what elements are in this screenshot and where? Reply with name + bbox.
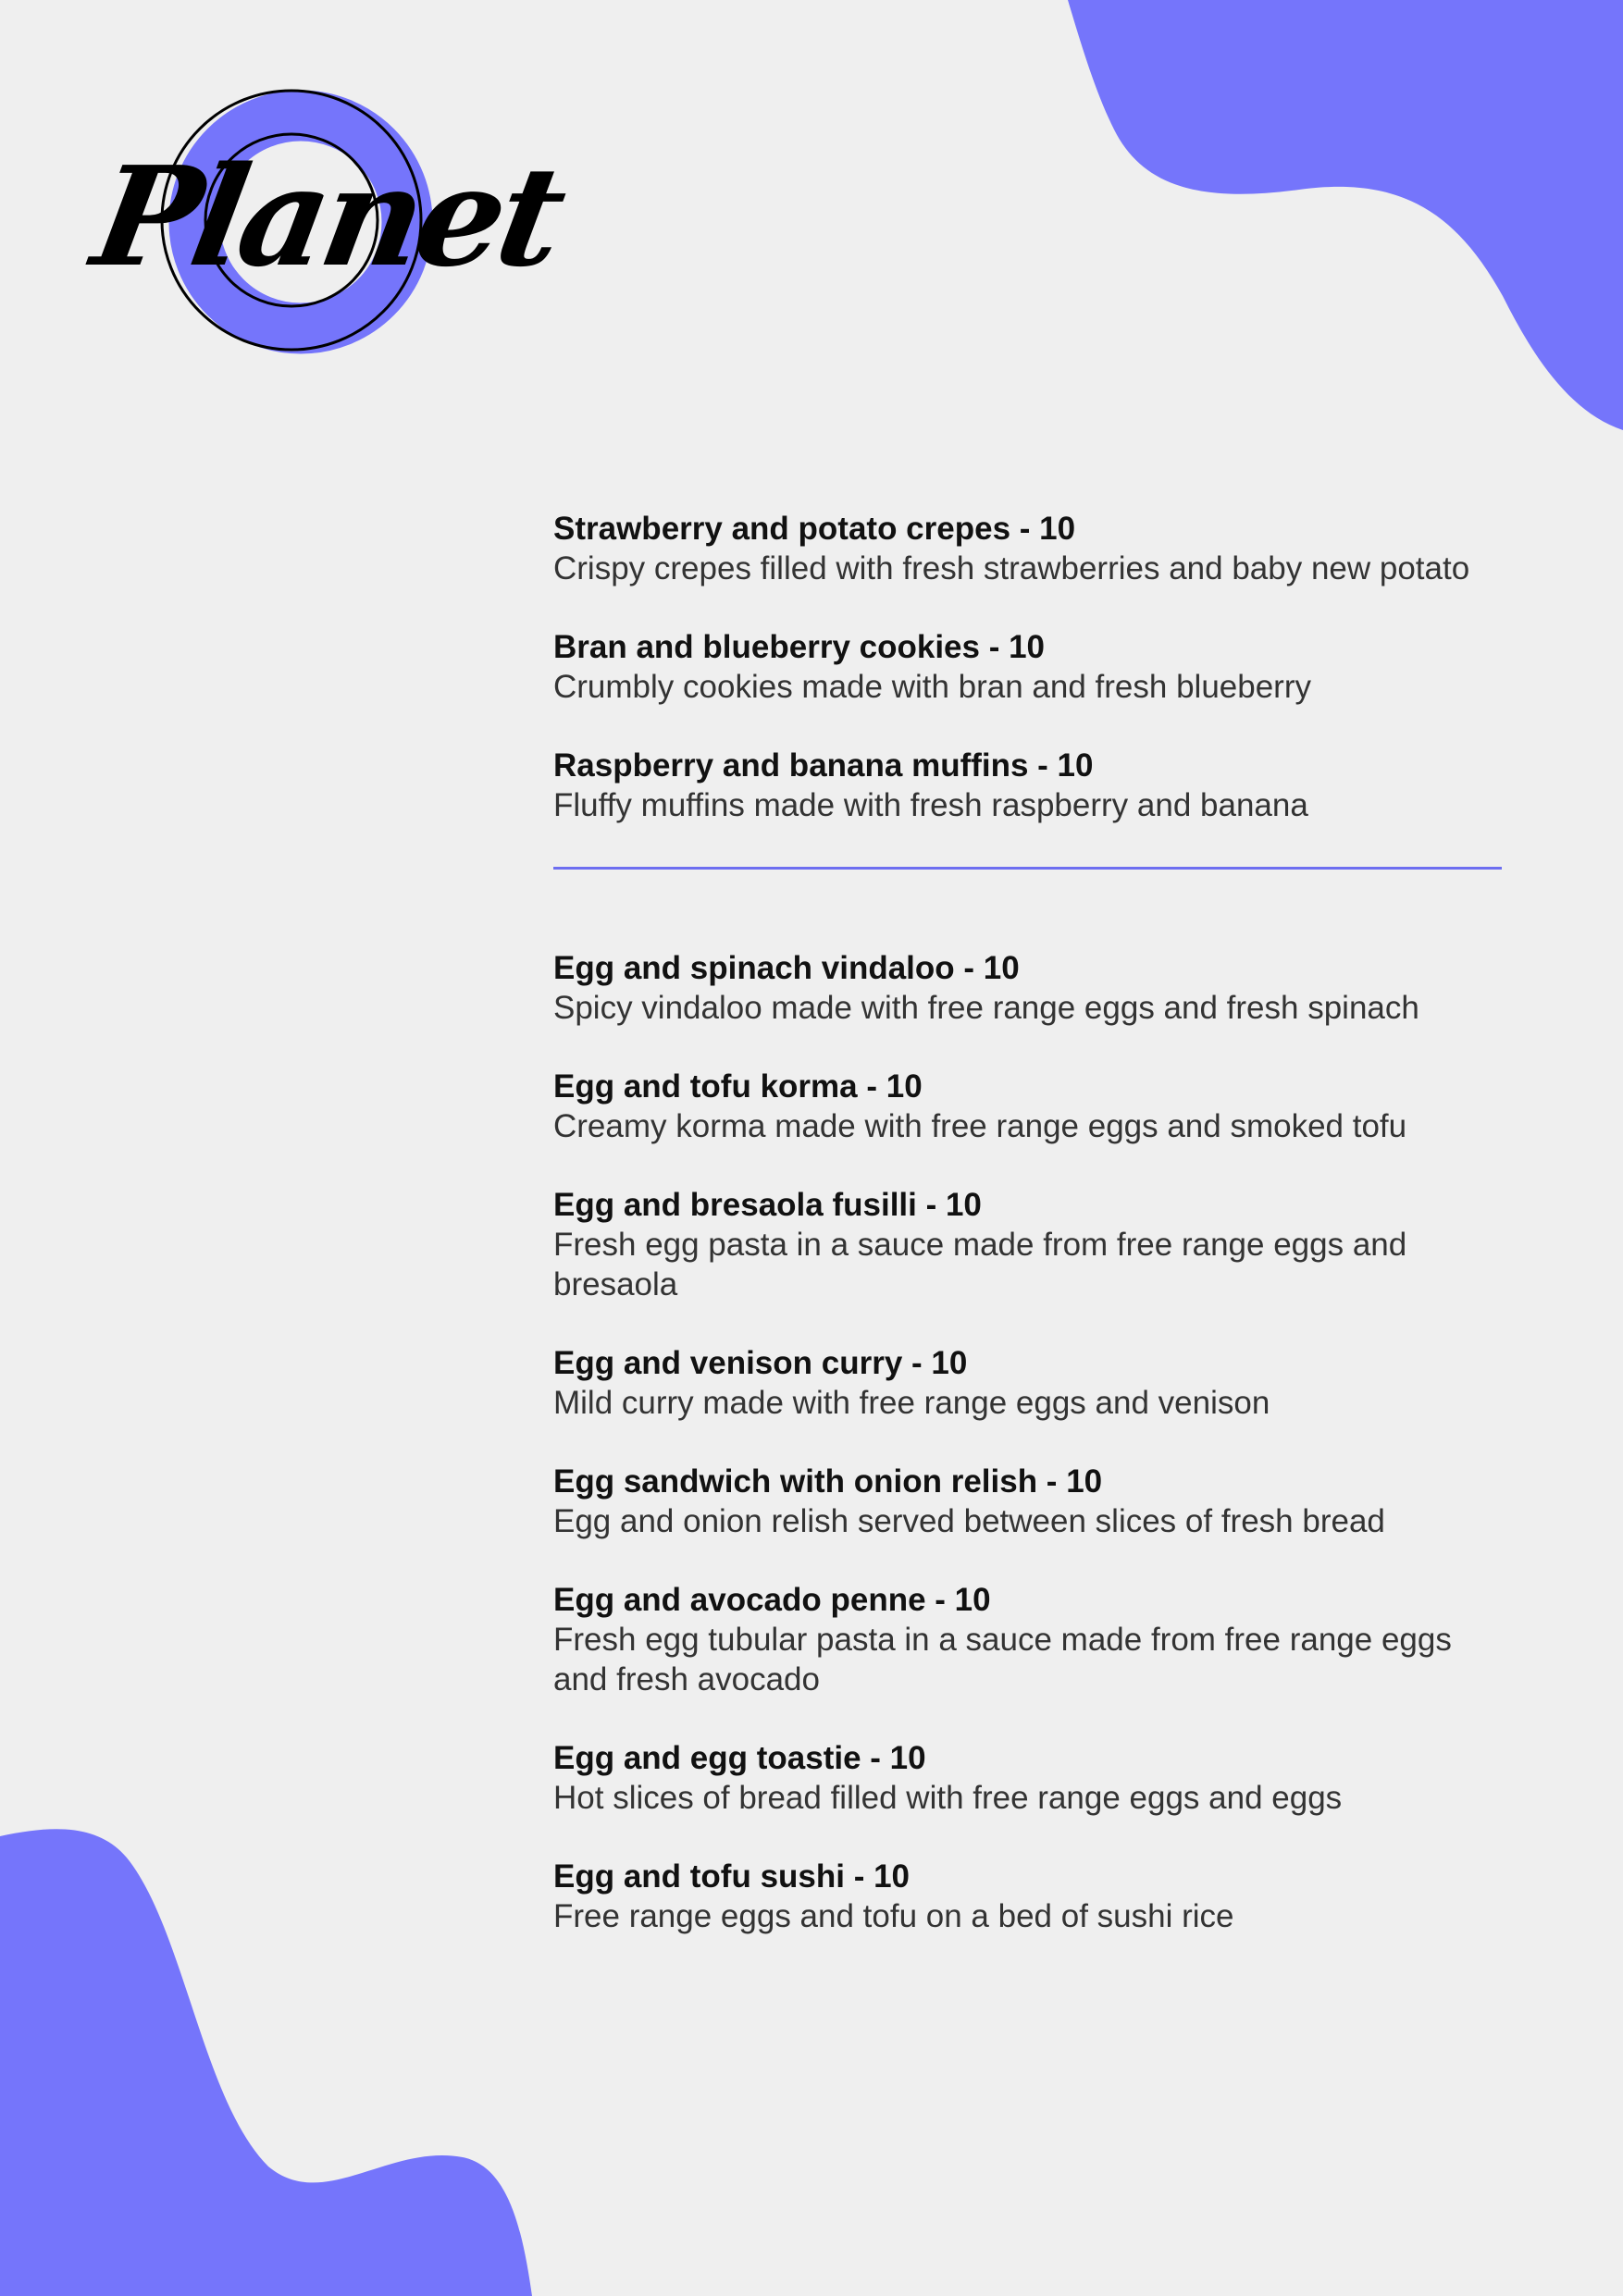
menu-item-description: Crumbly cookies made with bran and fresh blueberry [553,669,1311,705]
menu-item [553,1738,1506,1818]
menu-item-description: Fresh egg tubular pasta in a sauce made from free range eggs and fresh avocado [553,1622,1452,1697]
menu-item-title: Egg and venison curry - 10 [553,1345,968,1381]
menu-item [553,627,1506,707]
menu-item [553,1185,1506,1304]
menu-item [553,1462,1506,1541]
menu-item-title: Egg and tofu korma - 10 [553,1068,923,1105]
menu-item-title: Egg and spinach vindaloo - 10 [553,950,1020,986]
menu-item-description: Egg and onion relish served between slices of fresh bread [553,1503,1385,1539]
menu-item-title: Bran and blueberry cookies - 10 [553,629,1046,665]
menu-section-breakfast [553,509,1506,825]
menu-item-title: Egg and bresaola fusilli - 10 [553,1187,982,1223]
menu-item-description: Hot slices of bread filled with free range eggs and eggs [553,1780,1343,1816]
menu-item-title: Egg sandwich with onion relish - 10 [553,1463,1103,1500]
menu-item-description: Crispy crepes filled with fresh strawberries and baby new potato [553,550,1470,586]
menu-item [553,948,1506,1028]
menu-item [553,1343,1506,1423]
planet-logo [82,83,572,361]
logo-wordmark: Planet [82,136,572,297]
menu-item [553,509,1506,588]
menu-item-title: Egg and avocado penne - 10 [553,1582,991,1618]
menu-item [553,1580,1506,1699]
menu-item-title: Strawberry and potato crepes - 10 [553,511,1076,547]
menu-item-title: Raspberry and banana muffins - 10 [553,747,1094,784]
menu-item-description: Fresh egg pasta in a sauce made from free range eggs and bresaola [553,1227,1407,1302]
menu-item-title: Egg and tofu sushi - 10 [553,1858,911,1895]
bottom-left-blob-decoration [0,1824,537,2296]
menu-item [553,746,1506,825]
menu-list [553,509,1506,1975]
menu-item-description: Spicy vindaloo made with free range eggs and fresh spinach [553,990,1419,1026]
menu-item [553,1067,1506,1146]
menu-item-title: Egg and egg toastie - 10 [553,1740,926,1776]
top-right-blob-decoration [1068,0,1623,435]
menu-item [553,1857,1506,1936]
section-divider [553,867,1502,870]
menu-section-mains [553,948,1506,1936]
menu-item-description: Mild curry made with free range eggs and venison [553,1385,1270,1421]
menu-item-description: Creamy korma made with free range eggs and smoked tofu [553,1108,1407,1144]
menu-item-description: Free range eggs and tofu on a bed of sushi rice [553,1898,1234,1934]
menu-item-description: Fluffy muffins made with fresh raspberry and banana [553,787,1308,823]
